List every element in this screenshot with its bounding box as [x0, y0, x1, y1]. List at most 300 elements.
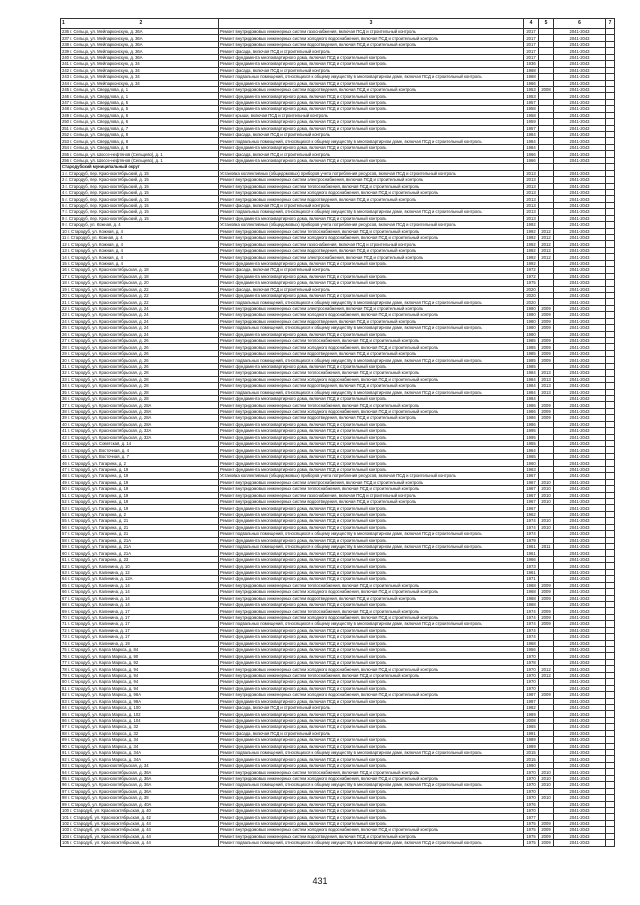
- row-number: 44: [62, 447, 67, 453]
- work-type-cell: Ремонт фундамента многоквартирного дома, включая ПСД и строительный контроль: [219, 93, 524, 99]
- year-repair-cell: 2010: [539, 518, 554, 524]
- planned-period-cell: 2041-2043: [554, 151, 606, 157]
- row-number: 246: [62, 93, 69, 99]
- table-row: [61, 827, 615, 833]
- work-type-cell: Ремонт фасада, включая ПСД и строительный контроль: [219, 202, 524, 208]
- address-text: г. Стародуб, ул. Краснооктябрьская, д. 38: [67, 795, 149, 801]
- row-number: 23: [62, 312, 67, 318]
- row-number: 99: [62, 801, 67, 807]
- row-number: 104: [62, 833, 69, 839]
- planned-period-cell: 2041-2043: [554, 222, 606, 228]
- address-text: г. Стародуб, ул. Краснооктябрьская, д. 42: [70, 814, 151, 820]
- year-repair-cell: 2010: [539, 479, 554, 485]
- planned-period-cell: 2041-2043: [554, 402, 606, 408]
- address-text: Стародубский муниципальный округ: [62, 164, 140, 170]
- row-number: 32: [62, 370, 67, 376]
- row-number: 81: [62, 685, 67, 691]
- year-repair-cell: 2009: [539, 338, 554, 344]
- year-built-cell: 1984: [524, 376, 539, 382]
- address-text: г. Стародуб, ул. Карла Маркса, д. 34: [67, 743, 139, 749]
- year-built-cell: 2013: [524, 189, 539, 195]
- row-number: 15: [62, 260, 67, 266]
- year-built-cell: 1984: [524, 383, 539, 389]
- year-built-cell: 2013: [524, 209, 539, 215]
- planned-period-cell: 2041-2043: [554, 614, 606, 620]
- work-type-cell: Ремонт внутридомовых инженерных систем водоотведения, включая ПСД и строительный контроль: [219, 833, 524, 839]
- work-type-cell: Ремонт фундамента многоквартирного дома, включая ПСД и строительный контроль: [219, 627, 524, 633]
- row-number: 55: [62, 518, 67, 524]
- planned-period-cell: 2041-2043: [554, 202, 606, 208]
- year-built-cell: 1966: [524, 157, 539, 163]
- planned-period-cell: 2041-2043: [554, 704, 606, 710]
- year-built-cell: 2013: [524, 215, 539, 221]
- work-type-cell: Ремонт внутридомовых инженерных систем холодного водоснабжения, включая ПСД и строительный контроль: [219, 827, 524, 833]
- table-row: [61, 395, 615, 401]
- address-text: г. Стародуб, ул. Кожная, д. 4: [67, 260, 123, 266]
- year-built-cell: 1967: [524, 473, 539, 479]
- row-number: 16: [62, 267, 67, 273]
- year-built-cell: 2017: [524, 54, 539, 60]
- work-type-cell: Ремонт подвальных помещений, относящихся к общему имуществу в многоквартирном доме, включая ПСД и строительный контроль: [219, 782, 524, 788]
- planned-period-cell: 2041-2043: [554, 550, 606, 556]
- planned-period-cell: 2041-2043: [554, 61, 606, 67]
- row-number: 91: [62, 750, 67, 756]
- planned-period-cell: 2041-2043: [554, 273, 606, 279]
- address-text: г. Стародуб, ул. Краснооктябрьская, д. 20: [67, 280, 149, 286]
- address-text: г. Стародуб, ул. Краснооктябрьская, д. 44: [70, 821, 151, 827]
- address-text: г. Сельцо, ул. Свердлова, д. 8: [70, 132, 129, 138]
- planned-period-cell: 2041-2043: [554, 685, 606, 691]
- row-number: 92: [62, 756, 67, 762]
- address-text: г. Стародуб, ул. Краснооктябрьская, д. 28А: [67, 421, 152, 427]
- planned-period-cell: 2041-2043: [554, 370, 606, 376]
- table-row: [61, 762, 615, 768]
- address-text: г. Стародуб, ул. Краснооктябрьская, д. 44: [70, 827, 151, 833]
- work-type-cell: Ремонт фундамента многоквартирного дома, включая ПСД и строительный контроль: [219, 518, 524, 524]
- year-built-cell: 1972: [524, 267, 539, 273]
- address-text: г. Сельцо, ул. Свердлова, д. 7: [70, 125, 129, 131]
- table-row: [61, 782, 615, 788]
- planned-period-cell: 2041-2043: [554, 318, 606, 324]
- year-repair-cell: 2010: [539, 769, 554, 775]
- table-row: [61, 170, 615, 176]
- planned-period-cell: 2041-2043: [554, 434, 606, 440]
- year-built-cell: 1995: [524, 434, 539, 440]
- planned-period-cell: 2041-2043: [554, 338, 606, 344]
- year-built-cell: 1961: [524, 550, 539, 556]
- address-text: г. Сельцо, ул. Мейпарконскую, д. 36А: [70, 54, 143, 60]
- year-repair-cell: 2012: [539, 247, 554, 253]
- address-text: г. Стародуб, ул. Гагарина, д. 19: [67, 499, 129, 505]
- year-built-cell: 1961: [524, 544, 539, 550]
- planned-period-cell: 2041-2043: [554, 730, 606, 736]
- row-number: 68: [62, 602, 67, 608]
- work-type-cell: Ремонт подвальных помещений, относящихся к общему имуществу в многоквартирном доме, включая ПСД и строительный контроль: [219, 74, 524, 80]
- work-type-cell: Ремонт фасада, включая ПСД и строительный контроль: [219, 67, 524, 73]
- row-number: 38: [62, 409, 67, 415]
- row-number: 28: [62, 344, 67, 350]
- year-built-cell: 1964: [524, 447, 539, 453]
- planned-period-cell: 2041-2043: [554, 563, 606, 569]
- row-number: 66: [62, 589, 67, 595]
- row-number: 245: [62, 87, 69, 93]
- address-text: г. Стародуб, пер. Краснооктябрьский, д. 15: [65, 215, 149, 221]
- year-built-cell: 1973: [524, 563, 539, 569]
- work-type-cell: Ремонт внутридомовых инженерных систем теплоснабжения, включая ПСД и строительный контроль: [219, 370, 524, 376]
- table-row: [61, 215, 615, 221]
- year-built-cell: 2008: [524, 717, 539, 723]
- row-number: 63: [62, 569, 67, 575]
- work-type-cell: Ремонт внутридомовых инженерных систем водоотведения, включая ПСД и строительный контроль: [219, 383, 524, 389]
- address-text: г. Стародуб, ул. Гагарина, д. 19: [67, 486, 129, 492]
- table-row: [61, 840, 615, 846]
- row-number: 27: [62, 338, 67, 344]
- header-cell: 5: [539, 19, 554, 29]
- address-text: г. Стародуб, ул. Кожная, д. 4: [67, 241, 123, 247]
- address-text: г. Стародуб, ул. Краснооктябрьская, д. 24: [67, 318, 149, 324]
- work-type-cell: Ремонт фундамента многоквартирного дома, включая ПСД и строительный контроль: [219, 569, 524, 575]
- table-row: [61, 775, 615, 781]
- address-text: г. Стародуб, ул. Карла Маркса, д. 34А: [67, 756, 141, 762]
- table-row: [61, 350, 615, 356]
- work-type-cell: Ремонт фундамента многоквартирного дома, включая ПСД и строительный контроль: [219, 788, 524, 794]
- work-type-cell: Ремонт внутридомовых инженерных систем электроснабжения, включая ПСД и строительный контроль: [219, 254, 524, 260]
- row-number: 53: [62, 505, 67, 511]
- year-built-cell: 1958: [524, 112, 539, 118]
- year-built-cell: 2013: [524, 196, 539, 202]
- table-row: [61, 157, 615, 163]
- year-built-cell: 1989: [524, 737, 539, 743]
- row-number: 105: [62, 840, 69, 846]
- repair-schedule-table: [60, 18, 615, 847]
- address-text: г. Стародуб, пер. Краснооктябрьский, д. 15: [65, 190, 149, 196]
- address-text: г. Стародуб, ул. Краснооктябрьская, д. 24: [67, 306, 149, 312]
- year-built-cell: 1965: [524, 453, 539, 459]
- year-repair-cell: 2009: [539, 312, 554, 318]
- table-row: [61, 209, 615, 215]
- row-number: 35: [62, 389, 67, 395]
- work-type-cell: Ремонт фундамента многоквартирного дома, включая ПСД и строительный контроль: [219, 737, 524, 743]
- row-number: 252: [62, 132, 69, 138]
- table-row: [61, 189, 615, 195]
- address-text: г. Стародуб, ул. Калинина, д. 12А: [67, 576, 133, 582]
- header-label: 1: [62, 20, 65, 26]
- address-text: г. Стародуб, ул. Гагарина, д. 23: [67, 557, 129, 563]
- row-number: 87: [62, 724, 67, 730]
- row-number: 90: [62, 743, 67, 749]
- year-built-cell: 1970: [524, 666, 539, 672]
- planned-period-cell: 2041-2043: [554, 801, 606, 807]
- year-built-cell: 1975: [524, 827, 539, 833]
- row-number: 251: [62, 125, 69, 131]
- year-built-cell: 1970: [524, 769, 539, 775]
- work-type-cell: Ремонт фундамента многоквартирного дома, включая ПСД и строительный контроль: [219, 756, 524, 762]
- work-type-cell: Ремонт внутридомовых инженерных систем холодного водоснабжения, включая ПСД и строительный контроль: [219, 614, 524, 620]
- address-text: г. Сельцо, ул. Свердлова, д. 8: [70, 145, 129, 151]
- year-built-cell: 1984: [524, 132, 539, 138]
- row-number: 21: [62, 299, 67, 305]
- address-text: г. Стародуб, ул. Кожная, д. 4: [67, 248, 123, 254]
- address-text: г. Стародуб, ул. Краснооктябрьская, д. 44: [70, 840, 151, 846]
- work-type-cell: Ремонт фундамента многоквартирного дома, включая ПСД и строительный контроль: [219, 80, 524, 86]
- row-number: 36: [62, 396, 67, 402]
- planned-period-cell: 2041-2043: [554, 215, 606, 221]
- year-built-cell: 1956: [524, 647, 539, 653]
- work-type-cell: Ремонт внутридомовых инженерных систем теплоснабжения, включая ПСД и строительный контроль: [219, 228, 524, 234]
- year-built-cell: 1966: [524, 151, 539, 157]
- planned-period-cell: 2041-2043: [554, 241, 606, 247]
- row-number: 20: [62, 293, 67, 299]
- work-type-cell: Ремонт фундамента многоквартирного дома, включая ПСД и строительный контроль: [219, 273, 524, 279]
- work-type-cell: Ремонт внутридомовых инженерных систем водоотведения, включая ПСД и строительный контроль: [219, 318, 524, 324]
- planned-period-cell: 2041-2043: [554, 544, 606, 550]
- row-number: 77: [62, 660, 67, 666]
- row-number: 41: [62, 428, 67, 434]
- year-built-cell: 1984: [524, 389, 539, 395]
- planned-period-cell: 2041-2043: [554, 299, 606, 305]
- work-type-cell: Ремонт внутридомовых инженерных систем теплоснабжения, включая ПСД и строительный контроль: [219, 183, 524, 189]
- address-text: г. Сельцо, ул. Мейпарконскую, д. 36А: [70, 29, 143, 35]
- work-type-cell: Ремонт внутридомовых инженерных систем холодного водоснабжения, включая ПСД и строительный контроль: [219, 35, 524, 41]
- planned-period-cell: 2041-2043: [554, 692, 606, 698]
- year-built-cell: 1968: [524, 74, 539, 80]
- work-type-cell: Ремонт фундамента многоквартирного дома, включая ПСД и строительный контроль: [219, 363, 524, 369]
- work-type-cell: Ремонт фундамента многоквартирного дома, включая ПСД и строительный контроль: [219, 466, 524, 472]
- work-type-cell: Ремонт внутридомовых инженерных систем холодного водоснабжения, включая ПСД и строительный контроль: [219, 692, 524, 698]
- planned-period-cell: 2041-2043: [554, 634, 606, 640]
- planned-period-cell: 2041-2043: [554, 93, 606, 99]
- address-text: г. Сельцо, ул. Свердлова, д. 6: [70, 112, 129, 118]
- row-number: 18: [62, 280, 67, 286]
- address-text: г. Стародуб, пер. Краснооктябрьский, д. 15: [65, 209, 149, 215]
- planned-period-cell: 2041-2043: [554, 138, 606, 144]
- year-repair-cell: 2012: [539, 241, 554, 247]
- header-cell: 3: [219, 19, 524, 29]
- table-row: [61, 183, 615, 189]
- row-number: 96: [62, 782, 67, 788]
- table-row: [61, 280, 615, 286]
- work-type-cell: Ремонт фундамента многоквартирного дома, включая ПСД и строительный контроль: [219, 280, 524, 286]
- planned-period-cell: 2041-2043: [554, 235, 606, 241]
- year-built-cell: 1974: [524, 614, 539, 620]
- row-number: 19: [62, 286, 67, 292]
- year-built-cell: 1984: [524, 395, 539, 401]
- planned-period-cell: 2041-2043: [554, 170, 606, 176]
- year-built-cell: 1963: [524, 466, 539, 472]
- planned-period-cell: 2041-2043: [554, 679, 606, 685]
- address-text: г. Стародуб, ул. Краснооктябрьская, д. 36А: [67, 769, 152, 775]
- planned-period-cell: 2041-2043: [554, 421, 606, 427]
- work-type-cell: Ремонт фундамента многоквартирного дома, включая ПСД и строительный контроль: [219, 260, 524, 266]
- row-number: 88: [62, 730, 67, 736]
- row-number: 67: [62, 595, 67, 601]
- year-repair-cell: 2012: [539, 254, 554, 260]
- work-type-cell: Ремонт фундамента многоквартирного дома, включая ПСД и строительный контроль: [219, 453, 524, 459]
- work-type-cell: Ремонт внутридомовых инженерных систем холодного водоснабжения, включая ПСД и строительный контроль: [219, 235, 524, 241]
- year-built-cell: 1970: [524, 782, 539, 788]
- planned-period-cell: 2041-2043: [554, 254, 606, 260]
- year-repair-cell: 2012: [539, 228, 554, 234]
- work-type-cell: Ремонт фундамента многоквартирного дома, включая ПСД и строительный контроль: [219, 653, 524, 659]
- row-number: 64: [62, 576, 67, 582]
- address-text: г. Стародуб, ул. Гагарина, д. 19: [67, 473, 129, 479]
- year-built-cell: 1985: [524, 363, 539, 369]
- row-number: 49: [62, 479, 67, 485]
- row-number: 17: [62, 273, 67, 279]
- work-type-cell: Ремонт фундамента многоквартирного дома, включая ПСД и строительный контроль: [219, 106, 524, 112]
- year-built-cell: 1986: [524, 408, 539, 414]
- address-text: г. Стародуб, ул. Краснооктябрьская, д. 26: [67, 363, 149, 369]
- address-text: г. Стародуб, ул. Краснооктябрьская, д. 40А: [67, 801, 152, 807]
- address-text: г. Сельцо, ул. Свердлова, д. 5: [70, 100, 129, 106]
- address-text: г. Стародуб, ул. Карла Маркса, д. 34А: [67, 750, 141, 756]
- work-type-cell: Ремонт внутридомовых инженерных систем электроснабжения, включая ПСД и строительный контроль: [219, 177, 524, 183]
- planned-period-cell: 2041-2043: [554, 698, 606, 704]
- row-number: 6: [62, 203, 65, 209]
- work-type-cell: Ремонт фундамента многоквартирного дома, включая ПСД и строительный контроль: [219, 61, 524, 67]
- planned-period-cell: 2041-2043: [554, 762, 606, 768]
- year-built-cell: 1968: [524, 67, 539, 73]
- address-text: г. Стародуб, ул. Гагарина, д. 21: [67, 531, 129, 537]
- address-text: г. Стародуб, ул. Краснооктябрьская, д. 28А: [67, 409, 152, 415]
- planned-period-cell: 2041-2043: [554, 119, 606, 125]
- year-repair-cell: 2013: [539, 370, 554, 376]
- table-row: [61, 318, 615, 324]
- planned-period-cell: 2041-2043: [554, 820, 606, 826]
- work-type-cell: Ремонт фундамента многоквартирного дома, включая ПСД и строительный контроль: [219, 119, 524, 125]
- planned-period-cell: 2041-2043: [554, 267, 606, 273]
- year-built-cell: 1967: [524, 486, 539, 492]
- planned-period-cell: 2041-2043: [554, 788, 606, 794]
- planned-period-cell: 2041-2043: [554, 460, 606, 466]
- year-built-cell: 1992: [524, 228, 539, 234]
- row-number: 48: [62, 473, 67, 479]
- table-row: [61, 428, 615, 434]
- work-type-cell: Ремонт фундамента многоквартирного дома, включая ПСД и строительный контроль: [219, 441, 524, 447]
- year-built-cell: 1974: [524, 627, 539, 633]
- planned-period-cell: 2041-2043: [554, 144, 606, 150]
- year-repair-cell: 2009: [539, 350, 554, 356]
- table-row: [61, 795, 615, 801]
- row-number: 65: [62, 582, 67, 588]
- row-number: 60: [62, 550, 67, 556]
- work-type-cell: Ремонт внутридомовых инженерных систем холодного водоснабжения, включая ПСД и строительный контроль: [219, 408, 524, 414]
- work-type-cell: Ремонт фундамента многоквартирного дома, включая ПСД и строительный контроль: [219, 428, 524, 434]
- address-text: г. Стародуб, ул. Краснооктябрьская, д. 24: [67, 331, 149, 337]
- planned-period-cell: 2041-2043: [554, 769, 606, 775]
- address-text: г. Стародуб, пер. Краснооктябрьский, д. 15: [65, 177, 149, 183]
- year-built-cell: 2015: [524, 750, 539, 756]
- planned-period-cell: 2041-2043: [554, 537, 606, 543]
- year-built-cell: 1959: [524, 119, 539, 125]
- work-type-cell: Ремонт фундамента многоквартирного дома, включая ПСД и строительный контроль: [219, 814, 524, 820]
- work-type-cell: Ремонт фундамента многоквартирного дома, включая ПСД и строительный контроль: [219, 537, 524, 543]
- work-type-cell: Ремонт внутридомовых инженерных систем водоотведения, включая ПСД и строительный контроль: [219, 86, 524, 92]
- work-type-cell: Ремонт фундамента многоквартирного дома, включая ПСД и строительный контроль: [219, 724, 524, 730]
- year-built-cell: 1987: [524, 698, 539, 704]
- work-type-cell: Ремонт внутридомовых инженерных систем холодного водоснабжения, включая ПСД и строительный контроль: [219, 376, 524, 382]
- table-row: [61, 196, 615, 202]
- work-type-cell: Установка коллективных (общедомовых) приборов учета потребления ресурсов, включая ПСД и строительный контроль: [219, 473, 524, 479]
- row-number: 93: [62, 763, 67, 769]
- year-built-cell: 1984: [524, 370, 539, 376]
- row-number: 47: [62, 466, 67, 472]
- row-number: 102: [62, 821, 69, 827]
- planned-period-cell: 2041-2043: [554, 511, 606, 517]
- year-repair-cell: 2009: [539, 827, 554, 833]
- year-repair-cell: 2013: [539, 389, 554, 395]
- address-text: г. Стародуб, ул. Калинина, д. 12: [67, 569, 130, 575]
- year-built-cell: 1968: [524, 582, 539, 588]
- year-built-cell: 2013: [524, 177, 539, 183]
- row-number: 244: [62, 80, 69, 86]
- year-built-cell: 1992: [524, 235, 539, 241]
- year-built-cell: 1968: [524, 640, 539, 646]
- row-number: 43: [62, 441, 67, 447]
- year-built-cell: 1958: [524, 106, 539, 112]
- year-built-cell: 1992: [524, 241, 539, 247]
- work-type-cell: Ремонт фундамента многоквартирного дома, включая ПСД и строительный контроль: [219, 576, 524, 582]
- address-text: г. Стародуб, ул. Карла Маркса, д. 98А: [67, 692, 141, 698]
- planned-period-cell: 2041-2043: [554, 505, 606, 511]
- work-type-cell: Ремонт фундамента многоквартирного дома, включая ПСД и строительный контроль: [219, 801, 524, 807]
- planned-period-cell: 2041-2043: [554, 627, 606, 633]
- address-text: г. Сельцо, ул. Мейпарконскую, д. 36А: [70, 48, 143, 54]
- address-text: г. Стародуб, ул. Карла Маркса, д. 98А: [67, 698, 141, 704]
- planned-period-cell: 2041-2043: [554, 724, 606, 730]
- address-text: г. Сельцо, ул. Свердлова, д. 6: [70, 119, 129, 125]
- work-type-cell: Ремонт фундамента многоквартирного дома, включая ПСД и строительный контроль: [219, 563, 524, 569]
- work-type-cell: Ремонт внутридомовых инженерных систем холодного водоснабжения, включая ПСД и строительный контроль: [219, 666, 524, 672]
- work-type-cell: Ремонт фундамента многоквартирного дома, включая ПСД и строительный контроль: [219, 717, 524, 723]
- row-number: 238: [62, 42, 69, 48]
- work-type-cell: Ремонт внутридомовых инженерных систем теплоснабжения, включая ПСД и строительный контроль: [219, 582, 524, 588]
- planned-period-cell: 2041-2043: [554, 717, 606, 723]
- row-number: 243: [62, 74, 69, 80]
- row-number: 98: [62, 795, 67, 801]
- address-text: г. Стародуб, ул. Калинина, д. 14: [67, 602, 130, 608]
- table-row: [61, 292, 615, 298]
- planned-period-cell: 2041-2043: [554, 666, 606, 672]
- planned-period-cell: 2041-2043: [554, 325, 606, 331]
- year-built-cell: 1974: [524, 608, 539, 614]
- work-type-cell: Ремонт фундамента многоквартирного дома, включая ПСД и строительный контроль: [219, 524, 524, 530]
- work-type-cell: Ремонт фасада, включая ПСД и строительный контроль: [219, 132, 524, 138]
- row-number: 62: [62, 563, 67, 569]
- work-type-cell: Ремонт подвальных помещений, относящихся к общему имуществу в многоквартирном доме, включая ПСД и строительный контроль: [219, 325, 524, 331]
- planned-period-cell: 2041-2043: [554, 466, 606, 472]
- planned-period-cell: 2041-2043: [554, 582, 606, 588]
- year-built-cell: 1989: [524, 743, 539, 749]
- planned-period-cell: 2041-2043: [554, 74, 606, 80]
- row-number: 70: [62, 615, 67, 621]
- address-text: г. Стародуб, ул. Гагарина, д. 19: [67, 466, 129, 472]
- year-built-cell: 1961: [524, 569, 539, 575]
- row-number: 31: [62, 363, 67, 369]
- row-number: 33: [62, 376, 67, 382]
- row-number: 83: [62, 698, 67, 704]
- address-text: г. Стародуб, ул. Восточная, д. 7: [67, 454, 129, 460]
- work-type-cell: Ремонт внутридомовых инженерных систем водоотведения, включая ПСД и строительный контроль: [219, 247, 524, 253]
- planned-period-cell: 2041-2043: [554, 132, 606, 138]
- year-built-cell: 1980: [524, 325, 539, 331]
- planned-period-cell: 2041-2043: [554, 531, 606, 537]
- year-built-cell: 1966: [524, 80, 539, 86]
- year-repair-cell: 2009: [539, 325, 554, 331]
- row-number: 254: [62, 145, 69, 151]
- table-row: [61, 325, 615, 331]
- work-type-cell: Ремонт фундамента многоквартирного дома, включая ПСД и строительный контроль: [219, 685, 524, 691]
